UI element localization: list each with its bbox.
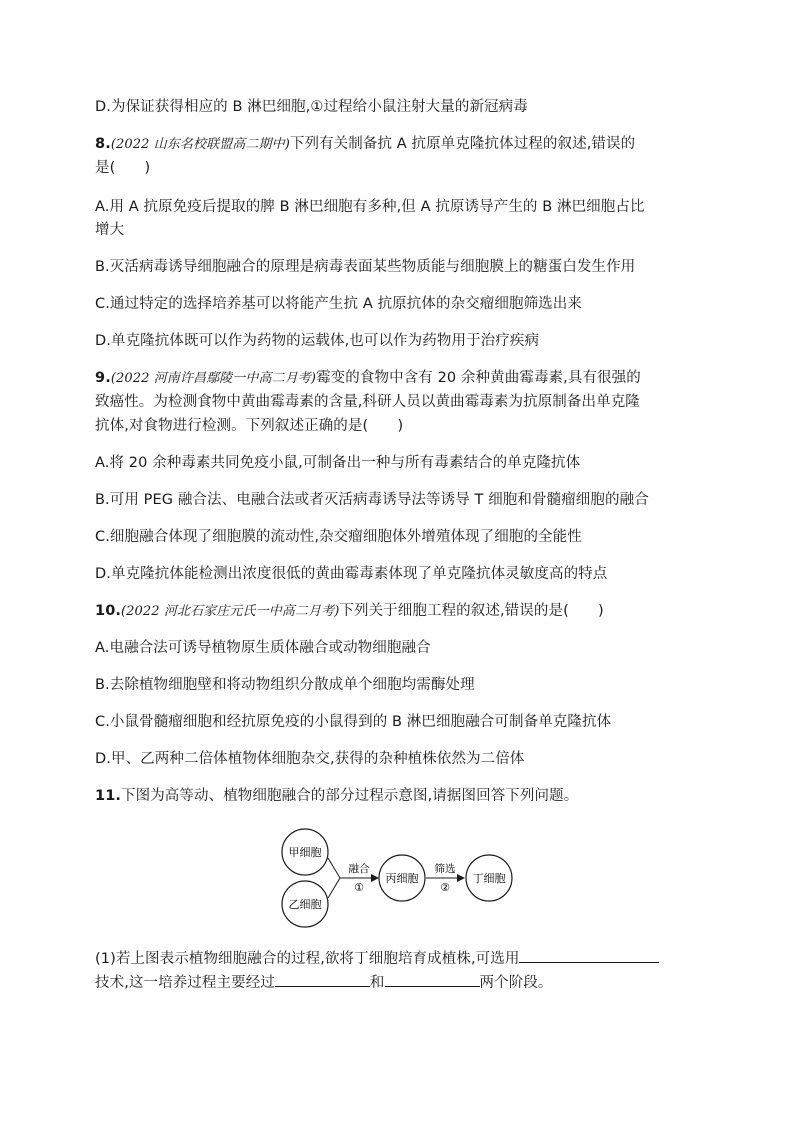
q10-option-d: D.甲、乙两种二倍体植物体细胞杂交,获得的杂种植株依然为二倍体 bbox=[95, 751, 525, 767]
q9-option-b: B.可用 PEG 融合法、电融合法或者灭活病毒诱导法等诱导 T 细胞和骨髓瘤细胞的融合 bbox=[95, 492, 649, 508]
q8-option-d: D.单克隆抗体既可以作为药物的运载体,也可以作为药物用于治疗疾病 bbox=[95, 333, 540, 349]
connector-jia bbox=[328, 858, 340, 878]
q8-source: (2022 山东名校联盟高二期中) bbox=[110, 137, 290, 152]
step2-label: 筛选 bbox=[434, 863, 456, 875]
q11-stem-text: 下图为高等动、植物细胞融合的部分过程示意图,请据图回答下列问题。 bbox=[121, 788, 579, 804]
answer-blank-stage1[interactable] bbox=[275, 970, 370, 987]
q8-option-a-line1: A.用 A 抗原免疫后提取的脾 B 淋巴细胞有多种,但 A 抗原诱导产生的 B 淋巴细胞占比 bbox=[95, 199, 645, 215]
q10-stem-text: 下列关于细胞工程的叙述,错误的是( ) bbox=[339, 603, 604, 619]
q10-option-a: A.电融合法可诱导植物原生质体融合或动物细胞融合 bbox=[95, 640, 431, 656]
q9-option-c: C.细胞融合体现了细胞膜的流动性,杂交瘤细胞体外增殖体现了细胞的全能性 bbox=[95, 529, 582, 545]
cell-bing-label: 丙细胞 bbox=[385, 872, 419, 885]
q9-option-d: D.单克隆抗体能检测出浓度很低的黄曲霉毒素体现了单克隆抗体灵敏度高的特点 bbox=[95, 566, 608, 582]
q8-stem-line1: 下列有关制备抗 A 抗原单克隆抗体过程的叙述,错误的 bbox=[289, 136, 636, 152]
q10-number: 10. bbox=[95, 603, 121, 619]
q9-stem-line3: 抗体,对食物进行检测。下列叙述正确的是( ) bbox=[95, 418, 404, 434]
q10-source: (2022 河北石家庄元氏一中高二月考) bbox=[121, 604, 340, 619]
connector-yi bbox=[328, 878, 340, 898]
q11-sub1-part1: (1)若上图表示植物细胞融合的过程,欲将丁细胞培育成植株,可选用 bbox=[95, 951, 520, 967]
answer-blank-stage2[interactable] bbox=[385, 970, 480, 987]
q10-option-c: C.小鼠骨髓瘤细胞和经抗原免疫的小鼠得到的 B 淋巴细胞融合可制备单克隆抗体 bbox=[95, 714, 612, 730]
cell-fusion-diagram bbox=[270, 828, 530, 938]
cell-jia-label: 甲细胞 bbox=[288, 846, 322, 859]
q11-sub1-part3: 和 bbox=[369, 975, 385, 991]
q11-sub1-part4: 两个阶段。 bbox=[479, 975, 553, 991]
cell-yi-label: 乙细胞 bbox=[288, 898, 322, 911]
q9-number: 9. bbox=[95, 370, 111, 386]
q11-sub1-part2: 技术,这一培养过程主要经过 bbox=[95, 975, 275, 991]
q8-option-a-line2: 增大 bbox=[95, 222, 125, 238]
q8-option-b: B.灭活病毒诱导细胞融合的原理是病毒表面某些物质能与细胞膜上的糖蛋白发生作用 bbox=[95, 259, 636, 275]
q11-sub1-line1 bbox=[95, 946, 705, 970]
q9-option-a: A.将 20 余种毒素共同免疫小鼠,可制备出一种与所有毒素结合的单克隆抗体 bbox=[95, 455, 581, 471]
q9-stem-line1: 霉变的食物中含有 20 余种黄曲霉毒素,具有很强的 bbox=[316, 370, 641, 386]
step1-label: 融合 bbox=[348, 863, 370, 875]
q8-option-c: C.通过特定的选择培养基可以将能产生抗 A 抗原抗体的杂交瘤细胞筛选出来 bbox=[95, 296, 582, 312]
q8-number: 8. bbox=[95, 136, 111, 152]
q10-stem bbox=[95, 600, 705, 623]
q7-option-d: D.为保证获得相应的 B 淋巴细胞,①过程给小鼠注射大量的新冠病毒 bbox=[95, 99, 528, 115]
step2-number: ② bbox=[440, 881, 450, 894]
q11-sub1-line2 bbox=[95, 970, 705, 994]
q9-stem bbox=[95, 367, 705, 390]
q11-number: 11. bbox=[95, 788, 121, 804]
q9-stem-line2: 致癌性。为检测食物中黄曲霉毒素的含量,科研人员以黄曲霉毒素为抗原制备出单克隆 bbox=[95, 394, 640, 410]
q11-stem bbox=[95, 785, 705, 807]
answer-blank-technique[interactable] bbox=[519, 946, 659, 963]
cell-ding-label: 丁细胞 bbox=[472, 872, 506, 885]
step1-number: ① bbox=[354, 881, 364, 894]
q9-source: (2022 河南许昌鄢陵一中高二月考) bbox=[110, 371, 317, 386]
q10-option-b: B.去除植物细胞壁和将动物组织分散成单个细胞均需酶处理 bbox=[95, 677, 475, 693]
q8-stem-line2: 是( ) bbox=[95, 160, 151, 176]
q8-stem bbox=[95, 133, 705, 156]
